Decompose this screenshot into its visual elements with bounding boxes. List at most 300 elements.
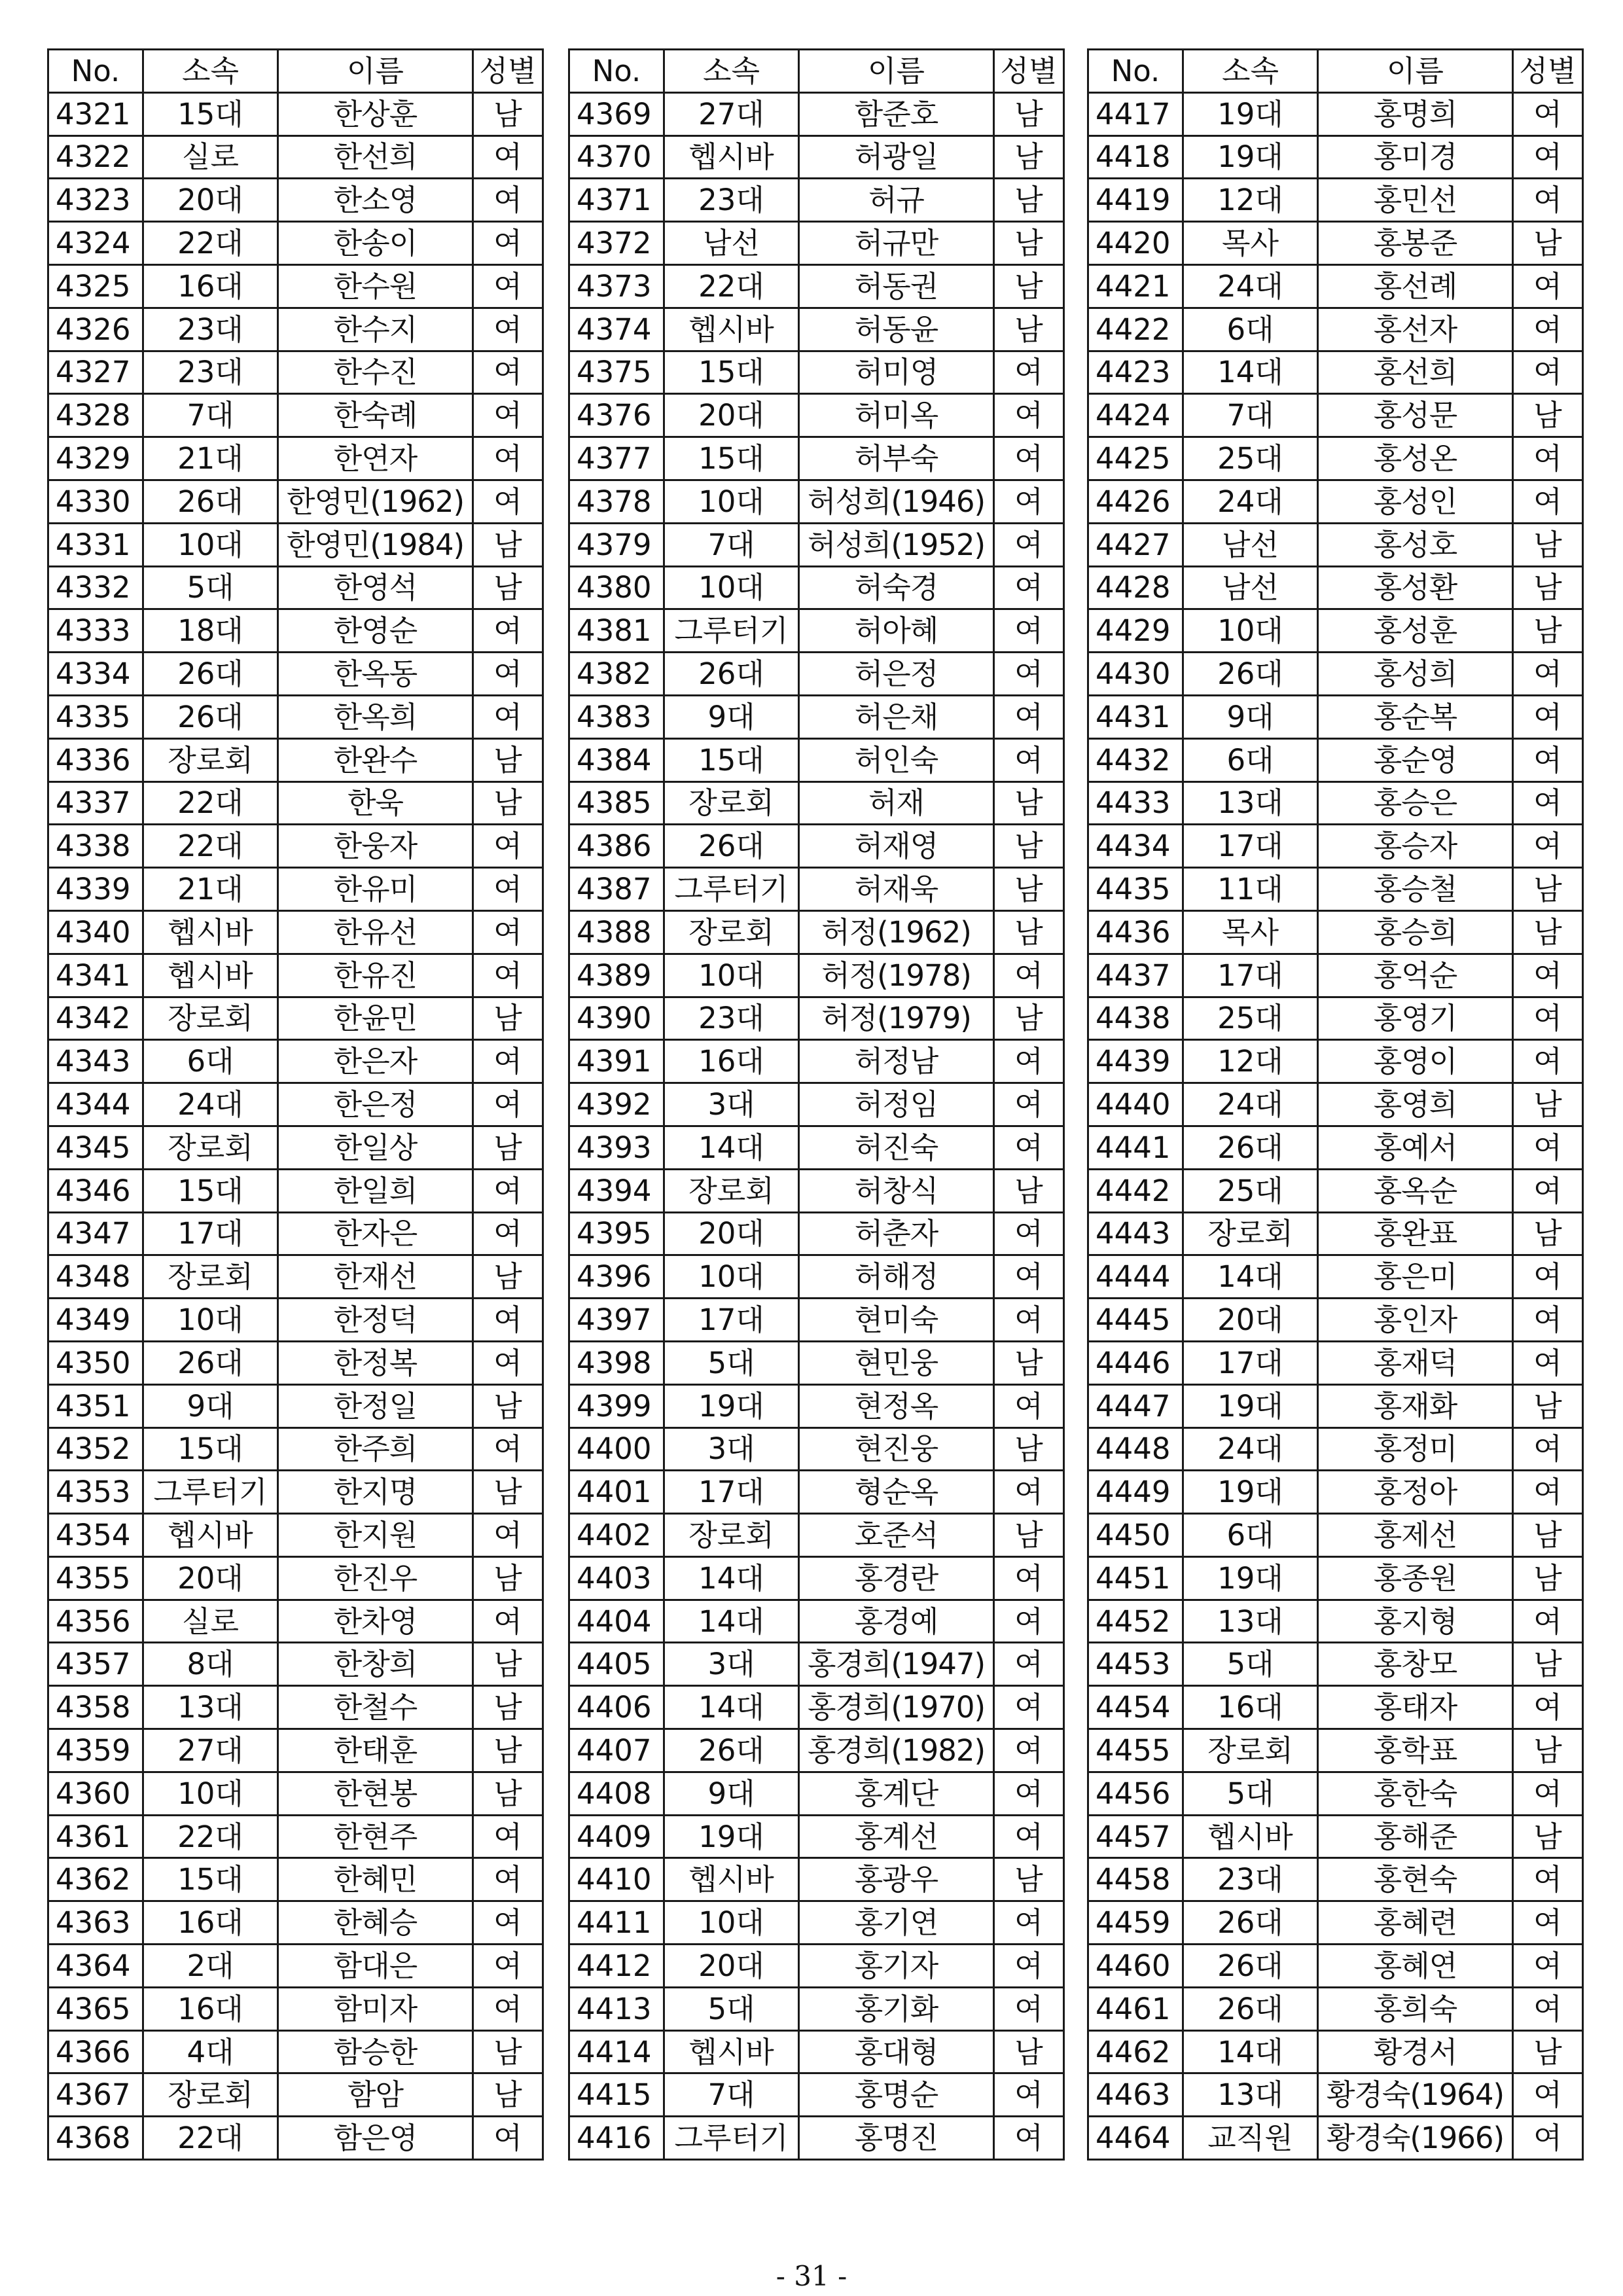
member-number: 4330 [48,480,143,523]
member-number: 4394 [569,1169,664,1212]
member-name: 홍영기 [1318,997,1513,1040]
member-name: 한수진 [278,351,473,394]
member-affiliation: 헵시바 [143,910,278,954]
member-affiliation: 15대 [143,1858,278,1901]
member-gender: 여 [994,1901,1064,1945]
table-row [48,222,543,265]
member-number: 4377 [569,437,664,480]
table-row [48,1169,543,1212]
member-number: 4396 [569,1255,664,1299]
member-gender: 여 [994,1815,1064,1858]
member-affiliation: 14대 [1183,1255,1318,1299]
member-name: 한선희 [278,135,473,179]
table-row [1088,910,1583,954]
member-affiliation: 26대 [143,653,278,696]
table-row [569,1815,1064,1858]
member-name: 허인숙 [799,738,994,781]
member-affiliation: 그루터기 [664,609,799,653]
member-name: 한영민(1962) [278,480,473,523]
member-number: 4455 [1088,1729,1183,1772]
table-row [569,480,1064,523]
member-gender: 여 [1513,1686,1583,1729]
table-row [1088,1299,1583,1342]
member-affiliation: 16대 [664,1040,799,1083]
member-gender: 여 [1513,135,1583,179]
member-gender: 여 [994,1772,1064,1815]
member-number: 4379 [569,523,664,566]
member-affiliation: 25대 [1183,437,1318,480]
member-gender: 남 [473,1729,543,1772]
member-name: 허동윤 [799,308,994,351]
member-gender: 여 [473,1945,543,1988]
member-name: 황경서 [1318,2030,1513,2073]
member-gender: 남 [994,92,1064,135]
table-row [48,1341,543,1384]
member-number: 4369 [569,92,664,135]
member-gender: 여 [994,1556,1064,1600]
member-affiliation: 3대 [664,1427,799,1471]
member-number: 4346 [48,1169,143,1212]
member-name: 홍옥순 [1318,1169,1513,1212]
member-affiliation: 17대 [1183,1341,1318,1384]
member-name: 함준호 [799,92,994,135]
member-gender: 여 [994,1686,1064,1729]
member-name: 한유진 [278,954,473,997]
member-affiliation: 19대 [1183,92,1318,135]
member-name: 홍정미 [1318,1427,1513,1471]
member-gender: 남 [1513,1643,1583,1686]
table-row [569,566,1064,609]
table-row [48,264,543,308]
member-number: 4416 [569,2117,664,2160]
member-number: 4384 [569,738,664,781]
table-row [1088,1643,1583,1686]
table-row [569,135,1064,179]
table-row [48,135,543,179]
member-affiliation: 15대 [664,738,799,781]
member-gender: 여 [1513,1341,1583,1384]
member-name: 홍경란 [799,1556,994,1600]
member-affiliation: 10대 [664,1901,799,1945]
member-gender: 여 [473,1169,543,1212]
member-affiliation: 24대 [143,1083,278,1126]
header-gender: 성별 [1513,50,1583,93]
member-affiliation: 26대 [1183,1945,1318,1988]
member-gender: 여 [473,179,543,222]
member-name: 한영순 [278,609,473,653]
member-affiliation: 3대 [664,1083,799,1126]
member-affiliation: 24대 [1183,264,1318,308]
member-affiliation: 5대 [1183,1643,1318,1686]
table-row [1088,1772,1583,1815]
header-name: 이름 [799,50,994,93]
member-name: 홍현숙 [1318,1858,1513,1901]
member-affiliation: 5대 [664,1987,799,2030]
member-gender: 여 [473,1299,543,1342]
member-affiliation: 17대 [1183,954,1318,997]
table-row [48,997,543,1040]
member-affiliation: 24대 [1183,1427,1318,1471]
member-gender: 여 [473,1901,543,1945]
table-row [48,609,543,653]
member-gender: 여 [1513,1945,1583,1988]
member-number: 4368 [48,2117,143,2160]
member-affiliation: 장로회 [664,1514,799,1557]
member-number: 4357 [48,1643,143,1686]
member-number: 4452 [1088,1600,1183,1643]
member-affiliation: 14대 [664,1556,799,1600]
member-name: 홍선희 [1318,351,1513,394]
member-number: 4382 [569,653,664,696]
member-affiliation: 장로회 [143,1126,278,1169]
table-row [1088,1471,1583,1514]
member-name: 홍경예 [799,1600,994,1643]
member-number: 4458 [1088,1858,1183,1901]
member-gender: 여 [473,1212,543,1255]
member-name: 홍정아 [1318,1471,1513,1514]
member-affiliation: 7대 [664,523,799,566]
member-gender: 여 [1513,437,1583,480]
member-number: 4364 [48,1945,143,1988]
member-number: 4378 [569,480,664,523]
table-row [48,1040,543,1083]
member-affiliation: 헵시바 [1183,1815,1318,1858]
member-gender: 여 [994,738,1064,781]
member-gender: 남 [1513,394,1583,437]
member-gender: 남 [994,222,1064,265]
member-affiliation: 26대 [664,1729,799,1772]
member-affiliation: 20대 [143,179,278,222]
table-row [48,1945,543,1988]
table-row [1088,954,1583,997]
member-number: 4325 [48,264,143,308]
member-number: 4324 [48,222,143,265]
member-number: 4363 [48,1901,143,1945]
member-affiliation: 20대 [143,1556,278,1600]
member-number: 4356 [48,1600,143,1643]
member-affiliation: 22대 [664,264,799,308]
member-gender: 남 [1513,1729,1583,1772]
member-affiliation: 장로회 [664,1169,799,1212]
table-row [569,1384,1064,1427]
table-row [569,1471,1064,1514]
member-affiliation: 9대 [1183,695,1318,738]
table-row [1088,997,1583,1040]
member-gender: 여 [994,351,1064,394]
member-gender: 남 [1513,222,1583,265]
member-number: 4360 [48,1772,143,1815]
roster-table-1 [47,48,544,2161]
table-row [1088,738,1583,781]
member-gender: 여 [1513,179,1583,222]
member-number: 4335 [48,695,143,738]
member-gender: 여 [1513,264,1583,308]
member-affiliation: 15대 [143,1427,278,1471]
member-name: 홍승자 [1318,825,1513,868]
member-affiliation: 15대 [664,351,799,394]
table-row [569,609,1064,653]
member-affiliation: 22대 [143,825,278,868]
table-row [569,695,1064,738]
member-affiliation: 15대 [143,1169,278,1212]
table-row [1088,2117,1583,2160]
member-name: 허성희(1952) [799,523,994,566]
member-name: 한일희 [278,1169,473,1212]
member-number: 4347 [48,1212,143,1255]
member-affiliation: 16대 [143,1901,278,1945]
member-number: 4352 [48,1427,143,1471]
member-name: 함대은 [278,1945,473,1988]
member-affiliation: 9대 [143,1384,278,1427]
table-row [48,2073,543,2117]
table-row [1088,523,1583,566]
member-affiliation: 27대 [143,1729,278,1772]
member-number: 4462 [1088,2030,1183,2073]
member-name: 홍재덕 [1318,1341,1513,1384]
member-gender: 여 [994,1040,1064,1083]
table-row [1088,135,1583,179]
member-gender: 여 [473,1987,543,2030]
member-affiliation: 14대 [664,1600,799,1643]
table-row [569,308,1064,351]
member-affiliation: 9대 [664,695,799,738]
member-number: 4449 [1088,1471,1183,1514]
member-number: 4417 [1088,92,1183,135]
table-row [569,179,1064,222]
table-row [48,1858,543,1901]
member-number: 4418 [1088,135,1183,179]
member-name: 함암 [278,2073,473,2117]
member-gender: 여 [994,1643,1064,1686]
member-name: 한영민(1984) [278,523,473,566]
table-row [48,910,543,954]
header-name: 이름 [278,50,473,93]
member-name: 홍미경 [1318,135,1513,179]
member-name: 현민웅 [799,1341,994,1384]
table-row [1088,2073,1583,2117]
member-affiliation: 26대 [143,480,278,523]
table-row [569,910,1064,954]
member-name: 허숙경 [799,566,994,609]
member-affiliation: 6대 [1183,308,1318,351]
table-row [569,1341,1064,1384]
member-number: 4322 [48,135,143,179]
member-affiliation: 16대 [143,264,278,308]
member-gender: 남 [994,1427,1064,1471]
member-number: 4426 [1088,480,1183,523]
member-name: 현진웅 [799,1427,994,1471]
member-gender: 여 [1513,1901,1583,1945]
member-number: 4376 [569,394,664,437]
member-name: 허동권 [799,264,994,308]
member-affiliation: 26대 [143,1341,278,1384]
member-affiliation: 26대 [1183,1901,1318,1945]
member-affiliation: 4대 [143,2030,278,2073]
member-affiliation: 22대 [143,781,278,825]
member-number: 4427 [1088,523,1183,566]
header-no: No. [1088,50,1183,93]
member-gender: 여 [1513,1169,1583,1212]
member-name: 허해정 [799,1255,994,1299]
member-gender: 남 [994,308,1064,351]
member-name: 홍학표 [1318,1729,1513,1772]
table-row [1088,1083,1583,1126]
member-gender: 여 [473,1815,543,1858]
member-affiliation: 17대 [1183,825,1318,868]
member-affiliation: 23대 [143,308,278,351]
member-number: 4405 [569,1643,664,1686]
table-row [569,1772,1064,1815]
member-affiliation: 남선 [1183,523,1318,566]
table-row [48,351,543,394]
member-number: 4389 [569,954,664,997]
member-name: 홍기화 [799,1987,994,2030]
member-name: 허아혜 [799,609,994,653]
member-affiliation: 5대 [1183,1772,1318,1815]
member-name: 홍기연 [799,1901,994,1945]
member-affiliation: 22대 [143,222,278,265]
member-gender: 여 [1513,480,1583,523]
member-number: 4321 [48,92,143,135]
member-name: 홍경희(1982) [799,1729,994,1772]
member-name: 한태훈 [278,1729,473,1772]
member-gender: 여 [473,351,543,394]
member-number: 4361 [48,1815,143,1858]
member-gender: 남 [994,825,1064,868]
member-affiliation: 16대 [1183,1686,1318,1729]
member-name: 홍종원 [1318,1556,1513,1600]
member-affiliation: 14대 [1183,2030,1318,2073]
member-number: 4402 [569,1514,664,1557]
member-affiliation: 15대 [143,92,278,135]
member-name: 함미자 [278,1987,473,2030]
member-gender: 남 [1513,1212,1583,1255]
member-affiliation: 16대 [143,1987,278,2030]
member-name: 허정(1979) [799,997,994,1040]
header-row [1088,50,1583,93]
member-number: 4412 [569,1945,664,1988]
member-name: 홍선자 [1318,308,1513,351]
member-number: 4461 [1088,1987,1183,2030]
member-gender: 여 [994,1212,1064,1255]
member-number: 4329 [48,437,143,480]
table-row [1088,1169,1583,1212]
member-number: 4406 [569,1686,664,1729]
member-number: 4334 [48,653,143,696]
member-name: 한혜민 [278,1858,473,1901]
member-name: 허성희(1946) [799,480,994,523]
table-row [1088,868,1583,911]
member-gender: 남 [473,1471,543,1514]
member-number: 4430 [1088,653,1183,696]
table-row [1088,264,1583,308]
member-affiliation: 장로회 [664,781,799,825]
table-row [48,1471,543,1514]
member-number: 4380 [569,566,664,609]
page-number: - 31 - [776,2260,847,2292]
member-number: 4401 [569,1471,664,1514]
member-number: 4451 [1088,1556,1183,1600]
member-gender: 남 [1513,609,1583,653]
member-gender: 남 [994,781,1064,825]
member-gender: 여 [473,1600,543,1643]
member-affiliation: 19대 [1183,135,1318,179]
member-gender: 여 [1513,2117,1583,2160]
member-gender: 여 [473,868,543,911]
table-row [1088,1514,1583,1557]
table-row [569,222,1064,265]
member-number: 4424 [1088,394,1183,437]
member-number: 4443 [1088,1212,1183,1255]
table-row [48,825,543,868]
member-affiliation: 23대 [664,997,799,1040]
member-affiliation: 6대 [1183,1514,1318,1557]
member-name: 홍성환 [1318,566,1513,609]
table-row [569,1643,1064,1686]
member-number: 4410 [569,1858,664,1901]
member-affiliation: 22대 [143,1815,278,1858]
member-gender: 여 [1513,1427,1583,1471]
member-name: 한정덕 [278,1299,473,1342]
member-affiliation: 5대 [143,566,278,609]
member-affiliation: 6대 [143,1040,278,1083]
member-number: 4397 [569,1299,664,1342]
member-number: 4408 [569,1772,664,1815]
member-name: 허규만 [799,222,994,265]
table-row [569,1126,1064,1169]
member-affiliation: 그루터기 [664,2117,799,2160]
member-gender: 여 [473,2117,543,2160]
member-affiliation: 남선 [664,222,799,265]
member-name: 홍해준 [1318,1815,1513,1858]
roster-table-3 [1087,48,1584,2161]
header-row [569,50,1064,93]
member-name: 홍경희(1970) [799,1686,994,1729]
header-no: No. [48,50,143,93]
member-name: 한재선 [278,1255,473,1299]
header-no: No. [569,50,664,93]
member-number: 4438 [1088,997,1183,1040]
table-row [1088,394,1583,437]
member-gender: 여 [1513,781,1583,825]
member-gender: 남 [1513,1083,1583,1126]
member-affiliation: 13대 [1183,781,1318,825]
member-affiliation: 목사 [1183,222,1318,265]
member-number: 4440 [1088,1083,1183,1126]
member-number: 4464 [1088,2117,1183,2160]
member-name: 허미옥 [799,394,994,437]
member-gender: 여 [1513,351,1583,394]
member-name: 홍혜련 [1318,1901,1513,1945]
member-name: 홍명순 [799,2073,994,2117]
table-row [48,179,543,222]
table-row [1088,566,1583,609]
member-affiliation: 헵시바 [664,2030,799,2073]
member-number: 4386 [569,825,664,868]
header-affiliation: 소속 [664,50,799,93]
table-row [569,437,1064,480]
member-gender: 남 [1513,2030,1583,2073]
member-gender: 남 [473,1772,543,1815]
member-number: 4407 [569,1729,664,1772]
member-affiliation: 교직원 [1183,2117,1318,2160]
member-gender: 여 [473,1427,543,1471]
member-name: 홍성문 [1318,394,1513,437]
member-affiliation: 22대 [143,2117,278,2160]
table-row [569,1299,1064,1342]
header-gender: 성별 [994,50,1064,93]
member-number: 4436 [1088,910,1183,954]
